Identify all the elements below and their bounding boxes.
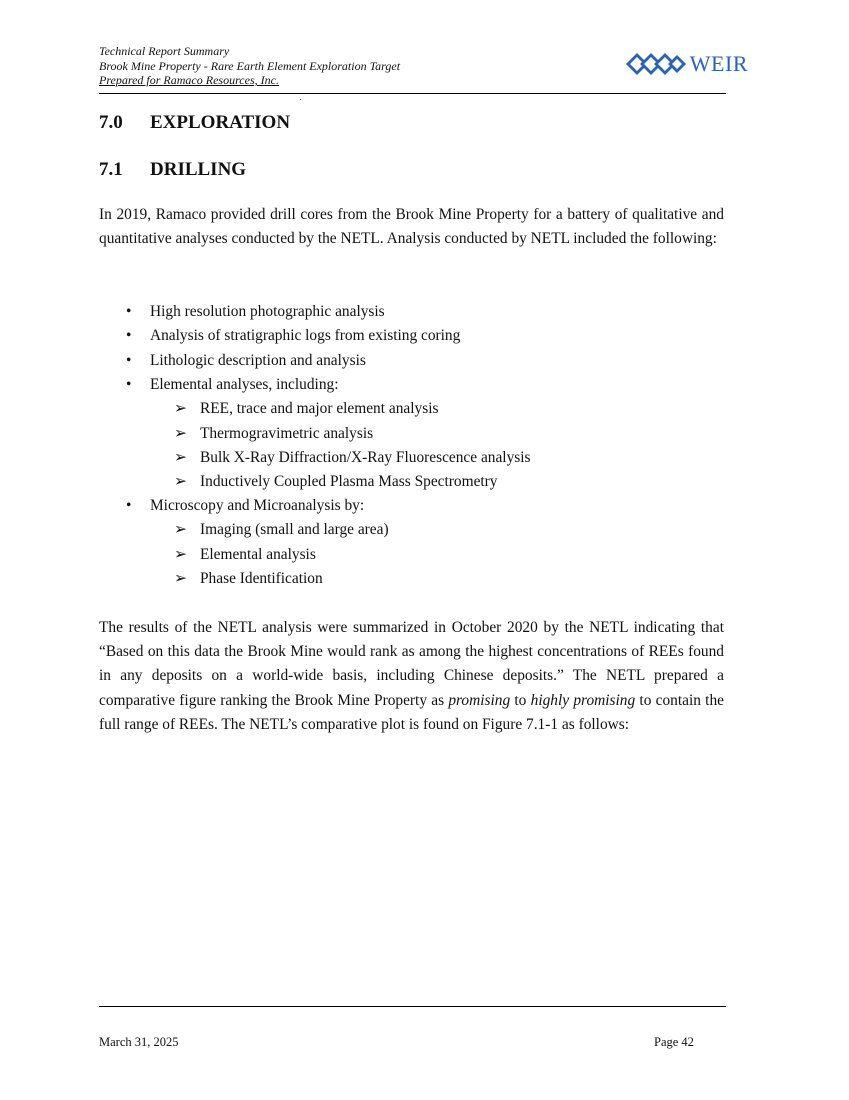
subsection-title: DRILLING — [150, 159, 247, 180]
emphasis-highly-promising: highly promising — [530, 691, 636, 709]
arrow-bullet-icon: ➢ — [174, 546, 187, 563]
arrow-bullet-icon: ➢ — [174, 521, 187, 538]
section-heading — [99, 112, 290, 134]
footer-date: March 31, 2025 — [99, 1035, 179, 1049]
page-header — [99, 44, 748, 94]
diamond-chevron-icon — [626, 52, 688, 76]
footer-divider — [99, 1006, 726, 1007]
arrow-bullet-icon: ➢ — [174, 570, 187, 587]
section-number: 7.0 — [99, 112, 123, 133]
logo-wordmark: WEIR — [689, 51, 748, 76]
emphasis-promising: promising — [448, 691, 511, 709]
arrow-bullet-icon: ➢ — [174, 400, 187, 417]
arrow-bullet-icon: ➢ — [174, 449, 187, 466]
arrow-bullet-icon: ➢ — [174, 473, 187, 490]
page-number: Page 42 — [654, 1035, 694, 1049]
arrow-bullet-icon: ➢ — [174, 425, 187, 442]
subsection-number: 7.1 — [99, 159, 123, 180]
section-title: EXPLORATION — [150, 112, 291, 133]
header-report-type: Technical Report Summary — [99, 44, 230, 58]
subsection-heading — [99, 159, 246, 181]
header-text — [99, 44, 400, 88]
header-project-title: Brook Mine Property - Rare Earth Element Exploration Target — [99, 58, 401, 73]
stray-mark — [300, 99, 301, 100]
header-client: Prepared for Ramaco Resources, Inc. — [99, 73, 279, 87]
weir-logo — [626, 52, 748, 76]
results-paragraph: The results of the NETL analysis were summarized in October 2020 by the NETL indicating that “Based on this data the Brook Mine would rank as among the highest concentrations of REEs found in any deposits on a world-wide basis, including Chinese deposits.” The NETL prepared a comparative figure ranking the Brook Mine Property as promising to highly promising to contain the full range of REEs. The NETL’s comparative plot is found on Figure 7.1-1 as follows: — [99, 619, 724, 733]
intro-paragraph: In 2019, Ramaco provided drill cores from the Brook Mine Property for a battery of qualitative and quantitative analyses conducted by the NETL. Analysis conducted by NETL included the following: — [99, 206, 724, 248]
